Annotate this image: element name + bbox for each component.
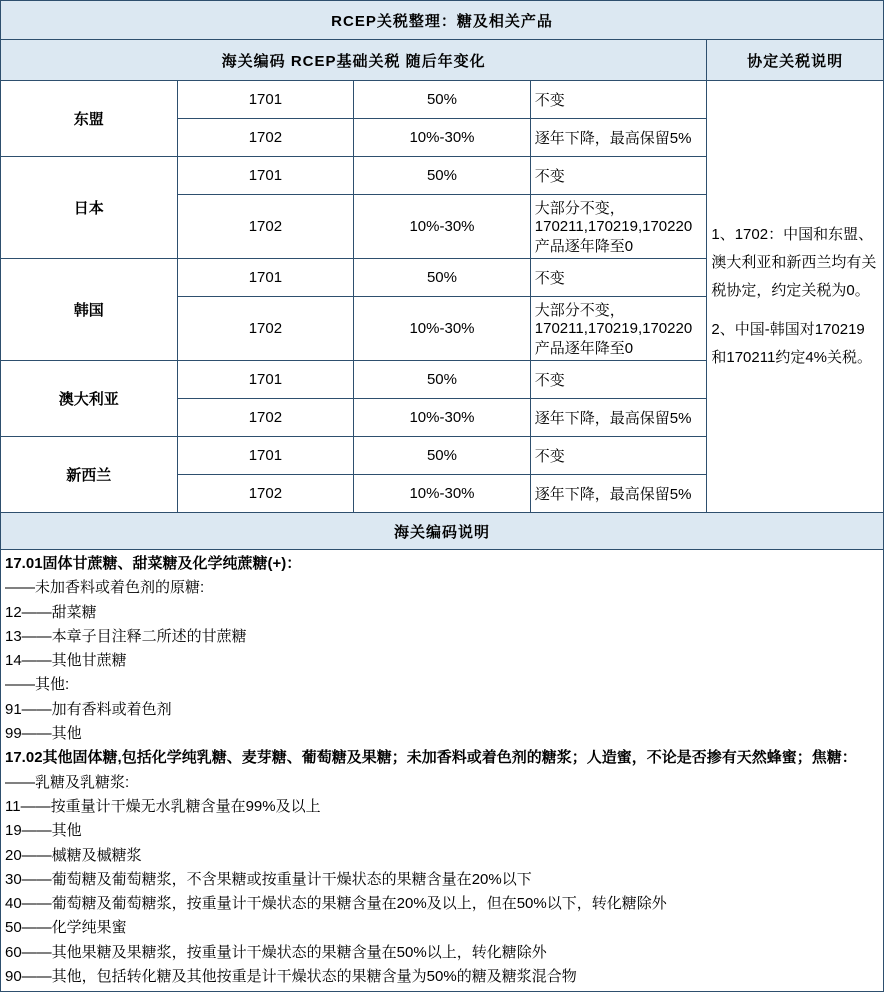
hs1701-line: 12——甜菜糖	[5, 603, 97, 621]
hs1702-line: 20——槭糖及槭糖浆	[5, 846, 142, 864]
hs1702-line: 60——其他果糖及果糖浆，按重量计干燥状态的果糖含量在50%以上，转化糖除外	[5, 943, 547, 961]
page-title: RCEP关税整理：糖及相关产品	[1, 1, 884, 40]
base-rate: 10%-30%	[354, 119, 531, 157]
yearly-change: 不变	[530, 437, 707, 475]
base-rate: 50%	[354, 81, 531, 119]
yearly-change: 不变	[530, 81, 707, 119]
base-rate: 10%-30%	[354, 297, 531, 361]
agreement-note-2: 2、中国-韩国对170219和170211约定4%关税。	[711, 321, 872, 367]
hs-code: 1702	[177, 475, 354, 513]
hs-code: 1701	[177, 81, 354, 119]
hs1701-title: 17.01固体甘蔗糖、甜菜糖及化学纯蔗糖(+)：	[5, 555, 302, 572]
code-descriptions	[1, 550, 884, 992]
hs-code: 1701	[177, 259, 354, 297]
hs1702-line: ——乳糖及乳糖浆:	[5, 773, 130, 791]
hs1702-line: 19——其他	[5, 822, 82, 840]
header-row	[1, 40, 884, 81]
hs-code: 1701	[177, 437, 354, 475]
hs1702-line: 50——化学纯果蜜	[5, 919, 127, 937]
hs1701-line: 13——本章子目注释二所述的甘蔗糖	[5, 627, 247, 645]
note-header: 协定关税说明	[707, 40, 884, 81]
yearly-change: 逐年下降，最高保留5%	[530, 119, 707, 157]
hs-code: 1701	[177, 157, 354, 195]
region-label: 韩国	[1, 259, 178, 361]
hs1701-line: ——未加香料或着色剂的原糖:	[5, 579, 205, 597]
hs1701-line: 14——其他甘蔗糖	[5, 652, 127, 670]
base-rate: 50%	[354, 361, 531, 399]
hs1702-title: 17.02其他固体糖,包括化学纯乳糖、麦芽糖、葡萄糖及果糖；未加香料或着色剂的糖浆；人造蜜，不论是否掺有天然蜂蜜；焦糖：	[5, 749, 857, 767]
code-header: 海关编码说明	[1, 513, 884, 550]
hs1702-line: 40——葡萄糖及葡萄糖浆，按重量计干燥状态的果糖含量在20%及以上，但在50%以下，转化糖除外	[5, 895, 667, 913]
base-rate: 10%-30%	[354, 399, 531, 437]
hs-code: 1702	[177, 297, 354, 361]
hs-code: 1702	[177, 119, 354, 157]
hs1702-line: 90——其他，包括转化糖及其他按重是计干燥状态的果糖含量为50%的糖及糖浆混合物	[5, 968, 577, 986]
code-header-row	[1, 513, 884, 550]
base-rate: 50%	[354, 157, 531, 195]
title-row	[1, 1, 884, 40]
hs1701-line: 91——加有香料或着色剂	[5, 700, 172, 718]
code-desc-row	[1, 550, 884, 992]
base-rate: 50%	[354, 259, 531, 297]
yearly-change: 不变	[530, 157, 707, 195]
region-label: 澳大利亚	[1, 361, 178, 437]
base-rate: 50%	[354, 437, 531, 475]
region-label: 日本	[1, 157, 178, 259]
yearly-change: 大部分不变，170211,170219,170220产品逐年降至0	[530, 195, 707, 259]
agreement-note	[707, 81, 884, 513]
hs-code: 1701	[177, 361, 354, 399]
yearly-change: 不变	[530, 361, 707, 399]
yearly-change: 不变	[530, 259, 707, 297]
hs1702-line: 11——按重量计干燥无水乳糖含量在99%及以上	[5, 797, 321, 815]
main-header: 海关编码 RCEP基础关税 随后年变化	[1, 40, 707, 81]
yearly-change: 大部分不变，170211,170219,170220产品逐年降至0	[530, 297, 707, 361]
hs1701-line: ——其他:	[5, 676, 70, 694]
hs-code: 1702	[177, 195, 354, 259]
agreement-note-1: 1、1702：中国和东盟、澳大利亚和新西兰均有关税协定，约定关税为0。	[711, 226, 877, 299]
region-label: 东盟	[1, 81, 178, 157]
table-row	[1, 81, 884, 119]
hs1702-line: 30——葡萄糖及葡萄糖浆，不含果糖或按重量计干燥状态的果糖含量在20%以下	[5, 870, 532, 888]
base-rate: 10%-30%	[354, 195, 531, 259]
hs-code: 1702	[177, 399, 354, 437]
hs1701-line: 99——其他	[5, 725, 82, 743]
yearly-change: 逐年下降，最高保留5%	[530, 399, 707, 437]
base-rate: 10%-30%	[354, 475, 531, 513]
yearly-change: 逐年下降，最高保留5%	[530, 475, 707, 513]
region-label: 新西兰	[1, 437, 178, 513]
